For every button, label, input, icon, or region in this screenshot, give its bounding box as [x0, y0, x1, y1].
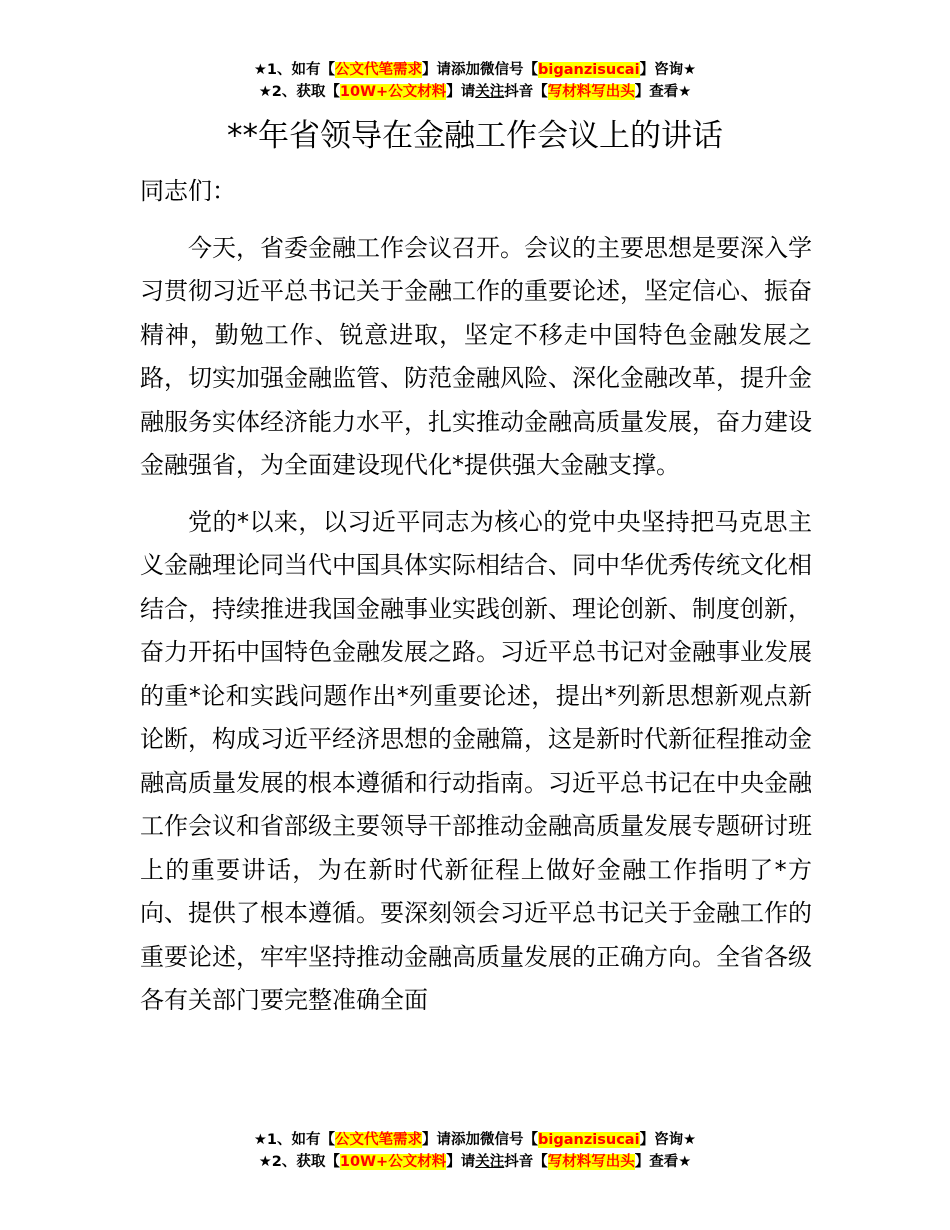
- header-banner: [0, 59, 950, 103]
- document-body: [140, 170, 812, 1036]
- banner-highlight: biganzisucai: [538, 62, 640, 78]
- banner-text: 抖音【: [504, 84, 548, 100]
- banner-text: 】查看★: [634, 84, 692, 100]
- banner-text: ★1、如有【: [253, 1132, 336, 1148]
- banner-highlight: 公文代笔需求: [335, 62, 423, 78]
- banner-underlined-text: 关注: [475, 1154, 505, 1170]
- banner-text: 】请添加微信号【: [422, 1132, 539, 1148]
- banner-highlight: 10W+公文材料: [339, 1154, 447, 1170]
- salutation: 同志们：: [140, 177, 236, 205]
- banner-text: 】咨询★: [639, 62, 697, 78]
- paragraph: 今天，省委金融工作会议召开。会议的主要思想是要深入学习贯彻习近平总书记关于金融工作的重要论述，坚定信心、振奋精神，勤勉工作、锐意进取，坚定不移走中国特色金融发展之路，切实加强金融监管、防范金融风险、深化金融改革，提升金融服务实体经济能力水平，扎实推动金融高质量发展，奋力建设金融强省，为全面建设现代化*提供强大金融支撑。: [140, 233, 812, 479]
- banner-text: ★2、获取【: [258, 84, 340, 100]
- banner-text: 】咨询★: [639, 1132, 697, 1148]
- banner-text: 抖音【: [504, 1154, 548, 1170]
- banner-text: ★2、获取【: [258, 1154, 340, 1170]
- banner-highlight: 写材料写出头: [547, 84, 635, 100]
- footer-banner: [0, 1129, 950, 1173]
- banner-underlined-text: 关注: [475, 84, 505, 100]
- banner-highlight: 公文代笔需求: [335, 1132, 423, 1148]
- banner-text: 】查看★: [634, 1154, 692, 1170]
- banner-text: 】请添加微信号【: [422, 62, 539, 78]
- banner-highlight: biganzisucai: [538, 1132, 640, 1148]
- banner-line-2: [0, 81, 950, 103]
- banner-highlight: 写材料写出头: [547, 1154, 635, 1170]
- banner-highlight: 10W+公文材料: [339, 84, 447, 100]
- paragraph: 党的*以来，以习近平同志为核心的党中央坚持把马克思主义金融理论同当代中国具体实际相结合、同中华优秀传统文化相结合，持续推进我国金融事业实践创新、理论创新、制度创新，奋力开拓中国特色金融发展之路。习近平总书记对金融事业发展的重*论和实践问题作出*列重要论述，提出*列新思想新观点新论断，构成习近平经济思想的金融篇，这是新时代新征程推动金融高质量发展的根本遵循和行动指南。习近平总书记在中央金融工作会议和省部级主要领导干部推动金融高质量发展专题研讨班上的重要讲话，为在新时代新征程上做好金融工作指明了*方向、提供了根本遵循。要深刻领会习近平总书记关于金融工作的重要论述，牢牢坚持推动金融高质量发展的正确方向。全省各级各有关部门要完整准确全面: [140, 507, 812, 1014]
- banner-text: 】请: [446, 84, 476, 100]
- banner-text: ★1、如有【: [253, 62, 336, 78]
- banner-line-1: [0, 59, 950, 81]
- document-title: **年省领导在金融工作会议上的讲话: [227, 118, 723, 154]
- banner-line-2: [0, 1151, 950, 1173]
- banner-text: 】请: [446, 1154, 476, 1170]
- banner-line-1: [0, 1129, 950, 1151]
